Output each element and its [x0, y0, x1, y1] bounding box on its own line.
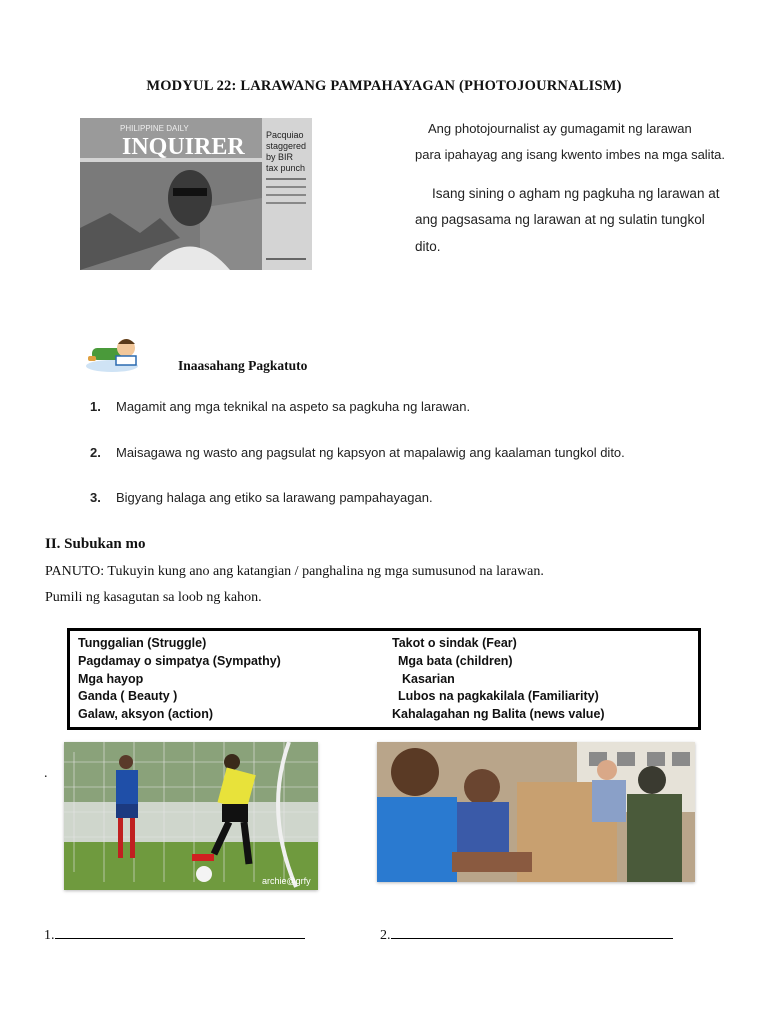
objective-number: 2.: [90, 445, 101, 460]
module-title: MODYUL 22: LARAWANG PAMPAHAYAGAN (PHOTOJOURNALISM): [146, 78, 622, 94]
intro-p1-line1: Ang photojournalist ay gumagamit ng larawan: [428, 121, 692, 136]
answer-blank[interactable]: [391, 926, 673, 939]
choice-right-3: Kasarian: [402, 672, 455, 686]
choice-left-5: Galaw, aksyon (action): [78, 707, 213, 721]
objective-text: Bigyang halaga ang etiko sa larawang pampahayagan.: [116, 490, 433, 505]
choice-right-5: Kahalagahan ng Balita (news value): [392, 707, 605, 721]
intro-p1-line2: para ipahayag ang isang kwento imbes na mga salita.: [415, 147, 726, 162]
answer-label: 2.: [380, 928, 391, 943]
intro-p2-line1: Isang sining o agham ng pagkuha ng larawan at: [432, 186, 720, 201]
headline-line-4: tax punch: [266, 163, 306, 173]
choice-right-1: Takot o sindak (Fear): [392, 636, 517, 650]
choice-left-4: Ganda ( Beauty ): [78, 689, 178, 703]
objective-number: 3.: [90, 490, 101, 505]
choice-left-1: Tunggalian (Struggle): [78, 636, 207, 650]
instruction-line-1: PANUTO: Tukuyin kung ano ang katangian / panghalina ng mga sumusunod na larawan.: [45, 564, 544, 579]
photo-watermark: archie@grfy: [262, 876, 311, 886]
choice-left-2: Pagdamay o simpatya (Sympathy): [78, 654, 281, 668]
answer-line-1[interactable]: [44, 926, 305, 944]
soccer-players-photo: [64, 742, 318, 890]
instruction-line-2: Pumili ng kasagutan sa loob ng kahon.: [45, 590, 262, 605]
choice-right-4: Lubos na pagkakilala (Familiarity): [398, 689, 599, 703]
section-heading: II. Subukan mo: [45, 536, 146, 552]
objective-number: 1.: [90, 399, 101, 414]
choice-left-3: Mga hayop: [78, 672, 144, 686]
answer-line-2[interactable]: [380, 926, 673, 944]
masthead-small: PHILIPPINE DAILY: [120, 124, 189, 133]
masthead: INQUIRER: [122, 134, 245, 160]
reading-child-icon: [82, 322, 140, 378]
headline-line-1: Pacquiao: [266, 130, 304, 140]
headline-line-2: staggered: [266, 141, 307, 151]
intro-p2-line2: ang pagsasama ng larawan at ng sulatin tungkol: [415, 212, 705, 227]
objective-item-3: [90, 490, 433, 505]
expectations-heading: Inaasahang Pagkatuto: [178, 358, 308, 373]
rescue-children-photo: [377, 742, 695, 882]
intro-p2-line3: dito.: [415, 239, 441, 254]
objective-text: Magamit ang mga teknikal na aspeto sa pagkuha ng larawan.: [116, 399, 471, 414]
stray-period: .: [44, 766, 48, 781]
objective-item-2: [90, 445, 625, 460]
headline-line-3: by BIR: [266, 152, 294, 162]
choice-right-2: Mga bata (children): [398, 654, 513, 668]
answer-label: 1.: [44, 928, 55, 943]
objective-item-1: [90, 399, 470, 414]
answer-blank[interactable]: [55, 926, 305, 939]
newspaper-clipping-image: [80, 118, 312, 270]
objective-text: Maisagawa ng wasto ang pagsulat ng kapsyon at mapalawig ang kaalaman tungkol dito.: [116, 445, 625, 460]
